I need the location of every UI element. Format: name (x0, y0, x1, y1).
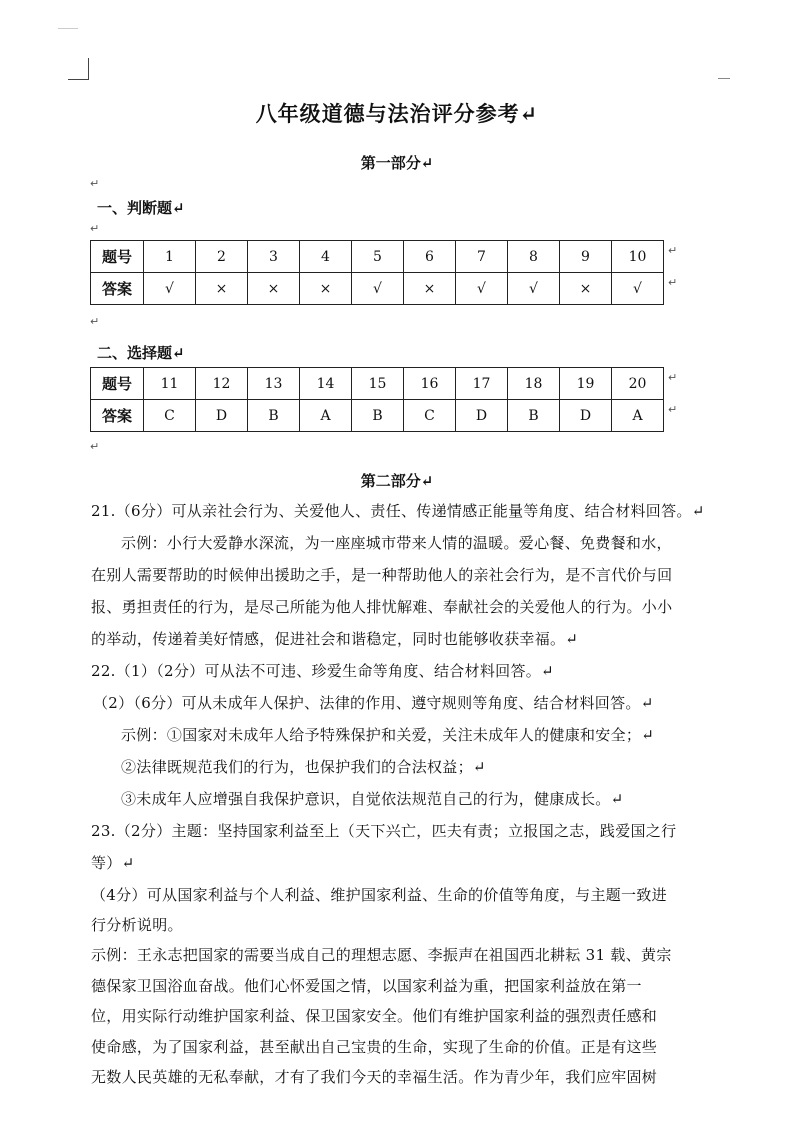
crop-mark-horizontal (68, 79, 89, 80)
question-number: 13 (248, 368, 300, 400)
part-two-heading: 第二部分↵ (360, 472, 434, 490)
question-number: 10 (612, 241, 664, 273)
question-number: 2 (196, 241, 248, 273)
section-choice-heading: 二、选择题↵ (97, 344, 185, 362)
section-judgment-heading: 一、判断题↵ (97, 199, 185, 217)
answer-cell: A (300, 400, 352, 432)
crop-mark-vertical (88, 58, 89, 80)
table-header-cell: 题号 (91, 368, 144, 400)
row-end-mark: ↵ (668, 403, 678, 416)
answer-cell: √ (144, 273, 196, 305)
answer-cell: × (300, 273, 352, 305)
question-number: 11 (144, 368, 196, 400)
answer-22-example: 示例：①国家对未成年人给予特殊保护和关爱，关注未成年人的健康和安全；↵ (121, 726, 655, 744)
answer-cell: √ (352, 273, 404, 305)
answer-cell: × (248, 273, 300, 305)
part-one-heading: 第一部分↵ (360, 154, 434, 172)
table-header-cell: 题号 (91, 241, 144, 273)
judgment-answer-table (90, 240, 664, 305)
answer-23-example: 德保家卫国浴血奋战。他们心怀爱国之情，以国家利益为重，把国家利益放在第一 (91, 977, 642, 995)
answer-cell: A (612, 400, 664, 432)
question-number: 5 (352, 241, 404, 273)
table-row (91, 400, 664, 432)
answer-22-example: ②法律既规范我们的行为，也保护我们的合法权益；↵ (121, 758, 486, 776)
answer-22-part2: （2）（6分）可从未成年人保护、法律的作用、遵守规则等角度、结合材料回答。↵ (93, 694, 654, 712)
answer-23-example: 示例：王永志把国家的需要当成自己的理想志愿、李振声在祖国西北耕耘 31 载、黄宗 (91, 946, 672, 964)
row-end-mark: ↵ (668, 276, 678, 289)
answer-22-part1: 22.（1）（2分）可从法不可违、珍爱生命等角度、结合材料回答。↵ (91, 662, 554, 680)
table-header-cell: 答案 (91, 400, 144, 432)
answer-cell: C (404, 400, 456, 432)
answer-cell: B (508, 400, 560, 432)
answer-cell: × (560, 273, 612, 305)
table-row (91, 273, 664, 305)
question-number: 4 (300, 241, 352, 273)
answer-23-theme: 等）↵ (91, 854, 135, 872)
answer-cell: D (196, 400, 248, 432)
question-number: 3 (248, 241, 300, 273)
answer-21-example: 示例：小行大爱静水深流，为一座座城市带来人情的温暖。爱心餐、免费餐和水， (121, 534, 672, 552)
answer-cell: × (196, 273, 248, 305)
answer-cell: √ (456, 273, 508, 305)
choice-answer-table (90, 367, 664, 432)
answer-cell: × (404, 273, 456, 305)
answer-23-analysis: 行分析说明。 (91, 916, 183, 934)
table-row (91, 241, 664, 273)
answer-23-theme: 23.（2分）主题：坚持国家利益至上（天下兴亡，匹夫有责；立报国之志，践爱国之行 (91, 822, 677, 840)
question-number: 17 (456, 368, 508, 400)
answer-cell: D (560, 400, 612, 432)
question-number: 9 (560, 241, 612, 273)
answer-cell: C (144, 400, 196, 432)
answer-21-example: 在别人需要帮助的时候伸出援助之手，是一种帮助他人的亲社会行为，是不言代价与回 (91, 566, 673, 584)
answer-cell: B (352, 400, 404, 432)
question-number: 20 (612, 368, 664, 400)
question-number: 19 (560, 368, 612, 400)
question-number: 8 (508, 241, 560, 273)
answer-23-example: 使命感，为了国家利益，甚至献出自己宝贵的生命，实现了生命的价值。正是有这些 (91, 1038, 658, 1056)
paragraph-mark: ↵ (90, 315, 100, 328)
answer-cell: √ (508, 273, 560, 305)
crop-mark-right (718, 78, 730, 79)
question-number: 1 (144, 241, 196, 273)
answer-21-example: 报、勇担责任的行为，是尽己所能为他人排忧解难、奉献社会的关爱他人的行为。小小 (91, 598, 673, 616)
table-header-cell: 答案 (91, 273, 144, 305)
question-number: 14 (300, 368, 352, 400)
question-number: 7 (456, 241, 508, 273)
question-number: 18 (508, 368, 560, 400)
question-number: 12 (196, 368, 248, 400)
row-end-mark: ↵ (668, 371, 678, 384)
answer-cell: B (248, 400, 300, 432)
answer-23-example: 无数人民英雄的无私奉献，才有了我们今天的幸福生活。作为青少年，我们应牢固树 (91, 1068, 658, 1086)
header-rule (58, 28, 78, 29)
question-number: 15 (352, 368, 404, 400)
paragraph-mark: ↵ (90, 222, 100, 235)
answer-21-example: 的举动，传递着美好情感，促进社会和谐稳定，同时也能够收获幸福。↵ (91, 630, 579, 648)
answer-cell: √ (612, 273, 664, 305)
question-number: 6 (404, 241, 456, 273)
paragraph-mark: ↵ (90, 440, 100, 453)
page-title: 八年级道德与法治评分参考↵ (255, 101, 539, 126)
row-end-mark: ↵ (668, 244, 678, 257)
answer-21-heading: 21.（6分）可从亲社会行为、关爱他人、责任、传递情感正能量等角度、结合材料回答。↵ (91, 502, 705, 520)
answer-23-example: 位，用实际行动维护国家利益、保卫国家安全。他们有维护国家利益的强烈责任感和 (91, 1007, 658, 1025)
answer-22-example: ③未成年人应增强自我保护意识，自觉依法规范自己的行为，健康成长。↵ (121, 790, 624, 808)
answer-23-analysis: （4分）可从国家利益与个人利益、维护国家利益、生命的价值等角度，与主题一致进 (91, 886, 667, 904)
paragraph-mark: ↵ (90, 177, 100, 190)
table-row (91, 368, 664, 400)
answer-cell: D (456, 400, 508, 432)
question-number: 16 (404, 368, 456, 400)
